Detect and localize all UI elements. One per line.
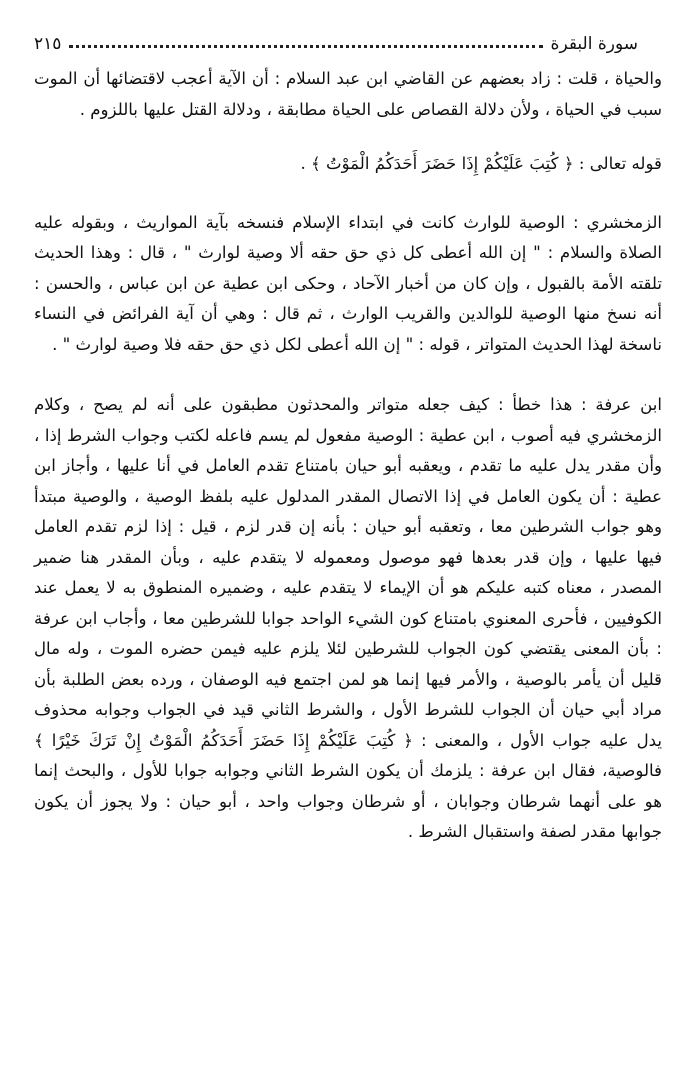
paragraph-continuation: والحياة ، قلت : زاد بعضهم عن القاضي ابن عبد السلام : أن الآية أعجب لاقتضائها أن الموت سبب في الحياة ، ولأن دلالة القصاص على الحياة مطابقة ، ودلالة القتل عليها باللزوم .	[34, 69, 662, 119]
surah-title: سورة البقرة	[550, 34, 638, 54]
page-body	[34, 64, 662, 848]
paragraph-zamakhshari: الزمخشري : الوصية للوارث كانت في ابتداء الإسلام فنسخه بآية المواريث ، وبقوله عليه الصلاة والسلام : " إن الله أعطى كل ذي حق حقه ألا وصية لوارث " ، قال : وهذا الحديث تلقته الأمة بالقبول ، وإن كان من أخبار الآحاد ، وحكى ابن عطية عن ابن عباس ، والحسن : أنه نسخ منها الوصية للوالدين والقريب الوارث ، ثم قال : وهي أن آية الفرائض في النساء ناسخة لهذا الحديث المتواتر ، قوله : " إن الله أعطى لكل ذي حق حقه فلا وصية لوارث " .	[34, 212, 662, 354]
page-number: ٢١٥	[34, 34, 62, 54]
header-dotted-leader	[69, 45, 542, 48]
verse-heading: قوله تعالى : ﴿ كُتِبَ عَلَيْكُمْ إِذَا حَضَرَ أَحَدَكُمُ الْمَوْتُ ﴾ .	[300, 154, 662, 173]
page-header	[34, 30, 638, 58]
paragraph-ibn-arafa: ابن عرفة : هذا خطأ : كيف جعله متواتر والمحدثون مطبقون على أنه لم يصح ، وكلام الزمخشري فيه أصوب ، ابن عطية : الوصية مفعول لم يسم فاعله لكتب وجواب الشرط إذا ، وأن مقدر يدل عليه ما تقدم ، ويعقبه أبو حيان بامتناع تقدم العامل في أنا عليها ، وأجاز ابن عطية : أن يكون العامل في إذا الاتصال المقدر المدلول عليه بلفظ الوصية ، والوصية مبتدأ وهو جواب الشرطين معا ، وتعقبه أبو حيان : بأنه إن قدر لزم ، قيل : إذا لزم تقدم العامل فيها عليها ، وإن قدر بعدها فهو موصول ومعموله لا يتقدم عليه ، وبأن المقدر هنا ضمير المصدر ، معناه كتبه عليكم هو أن الإيماء لا يتقدم عليه ، وضميره المنطوق به لا يعمل عند الكوفيين ، فأحرى المعنوي بامتناع كون الشيء الواحد جوابا للشرطين معا ، وأجاب ابن عرفة : بأن المعنى يقتضي كون الجواب للشرطين لئلا يلزم عليه فيمن حضره الموت ، وله مال قليل أن يأمر بالوصية ، والأمر فيها إنما هو لمن اجتمع فيه الوصفان ، ورده بعض الطلبة بأن مراد أبي حيان أن الجواب للشرط الأول ، والشرط الثاني قيد في الجواب وجوابه محذوف يدل عليه جواب الأول ، والمعنى : ﴿ كُتِبَ عَلَيْكُمْ إِذَا حَضَرَ أَحَدَكُمُ الْمَوْتُ إِنْ تَرَكَ خَيْرًا ﴾ فالوصية، فقال ابن عرفة : يلزمك أن يكون الشرط الثاني وجوابه جوابا للأول ، والبحث إنما هو على أنهما شرطان وجوابان ، أو شرطان وجواب واحد ، أبو حيان : ولا يجوز أن يكون جوابها مقدر لصفة واستقبال الشرط .	[34, 395, 662, 841]
